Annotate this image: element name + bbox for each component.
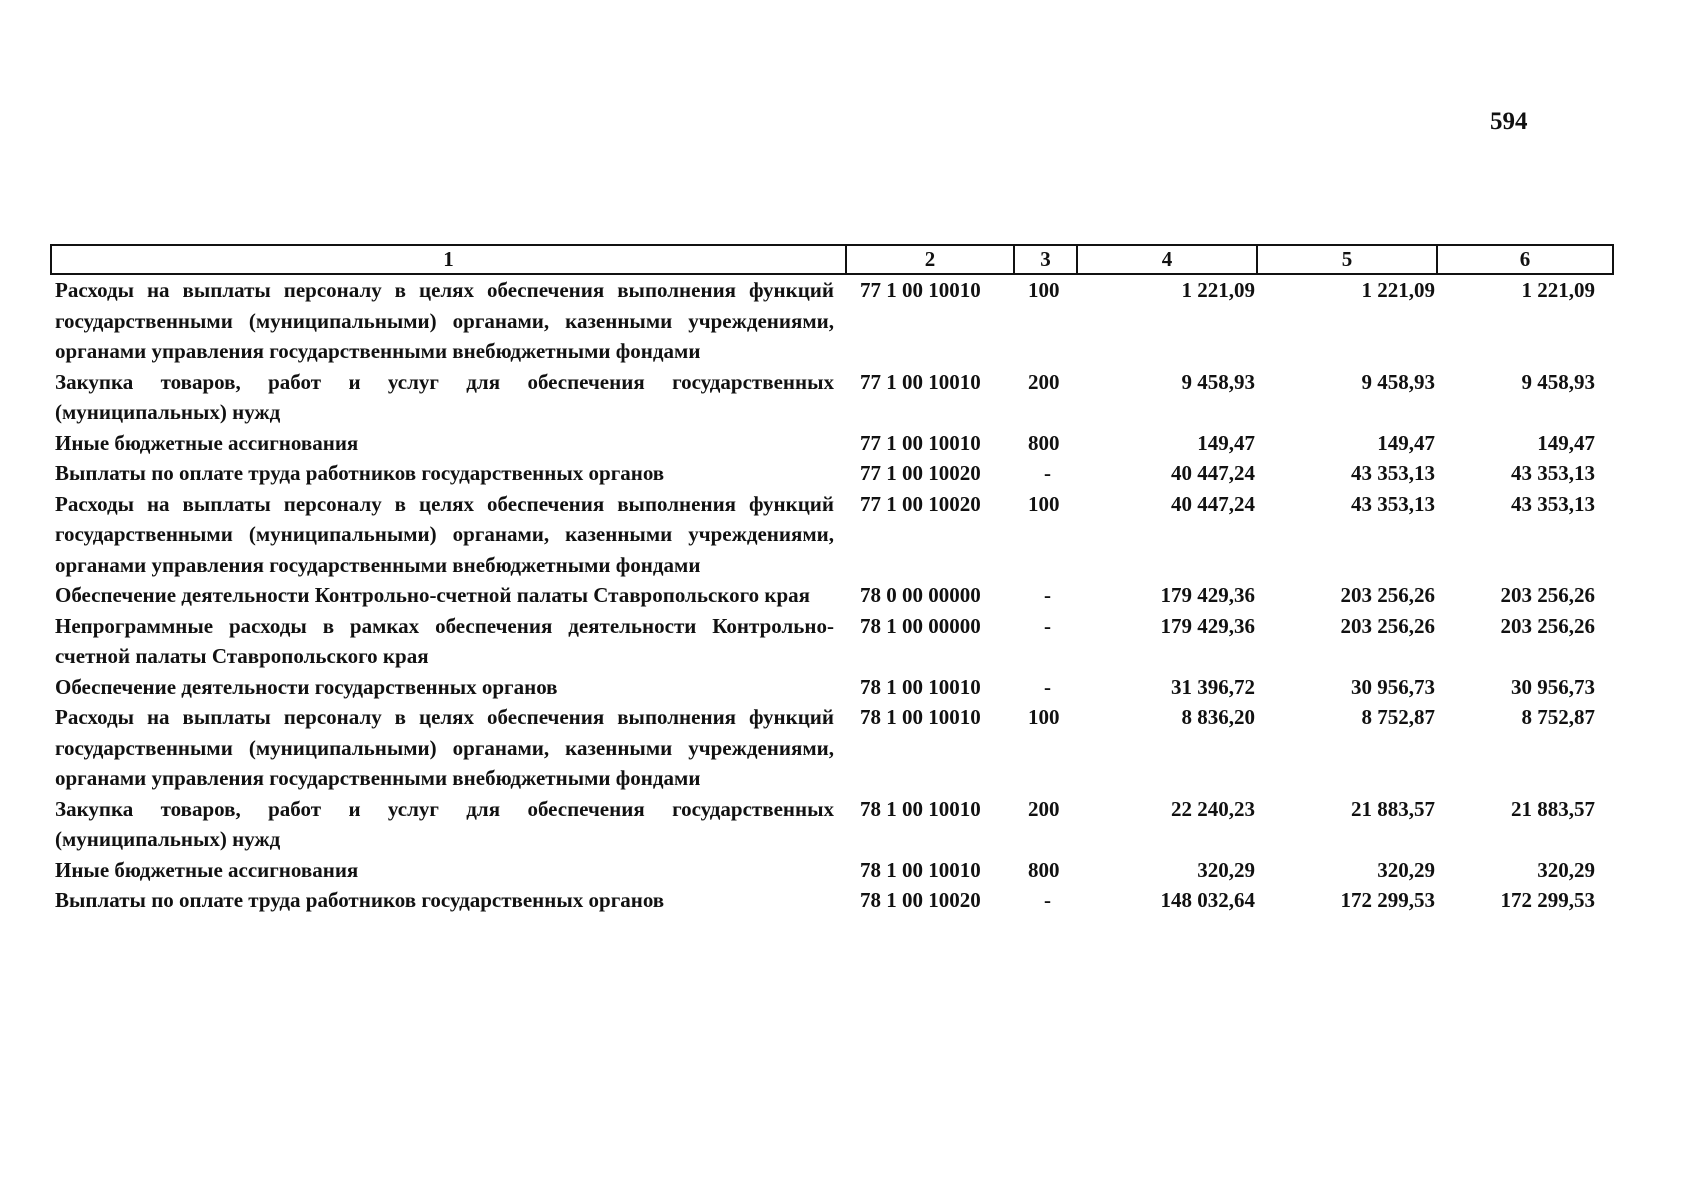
table-row — [51, 885, 1613, 916]
row-name: Иные бюджетные ассигнования — [55, 430, 359, 455]
row-name: Выплаты по оплате труда работников государственных органов — [55, 461, 665, 485]
header-col-1: 1 — [51, 245, 846, 274]
row-name: Непрограммные расходы в рамках обеспечения деятельности Контрольно-счетной палаты Ставропольского края — [55, 613, 834, 668]
row-value-col-5: 203 256,26 — [1340, 613, 1435, 638]
table-row — [51, 367, 1613, 428]
row-value-col-6: 21 883,57 — [1511, 796, 1595, 821]
row-expense-type: - — [1044, 888, 1051, 912]
row-target-code: 77 1 00 10010 — [860, 369, 981, 394]
budget-table — [50, 244, 1614, 916]
row-target-code: 78 0 00 00000 — [860, 583, 981, 607]
row-value-col-4: 31 396,72 — [1171, 674, 1255, 699]
row-value-col-6: 30 956,73 — [1511, 674, 1595, 699]
table-row — [51, 580, 1613, 611]
row-expense-type: - — [1044, 674, 1051, 699]
header-col-4: 4 — [1077, 245, 1257, 274]
table-row — [51, 489, 1613, 581]
row-name: Закупка товаров, работ и услуг для обеспечения государственных (муниципальных) нужд — [55, 796, 834, 851]
header-col-2: 2 — [846, 245, 1014, 274]
row-expense-type: 100 — [1028, 491, 1060, 516]
row-value-col-5: 43 353,13 — [1351, 461, 1435, 485]
row-target-code: 78 1 00 10010 — [860, 674, 981, 699]
row-value-col-6: 172 299,53 — [1500, 888, 1595, 912]
row-value-col-5: 9 458,93 — [1361, 369, 1435, 394]
row-value-col-4: 148 032,64 — [1160, 888, 1255, 912]
row-value-col-5: 30 956,73 — [1351, 674, 1435, 699]
row-expense-type: 100 — [1028, 278, 1060, 302]
row-target-code: 78 1 00 10010 — [860, 705, 981, 729]
row-value-col-5: 203 256,26 — [1340, 583, 1435, 607]
row-value-col-6: 203 256,26 — [1500, 613, 1595, 638]
row-value-col-5: 8 752,87 — [1361, 705, 1435, 729]
row-value-col-6: 43 353,13 — [1511, 491, 1595, 516]
row-value-col-4: 179 429,36 — [1160, 613, 1255, 638]
row-expense-type: 800 — [1028, 857, 1060, 882]
row-value-col-4: 40 447,24 — [1171, 461, 1255, 485]
row-name: Расходы на выплаты персоналу в целях обеспечения выполнения функций государственными (муниципальными) органами, казенными учреждениями, органами управления государственными внебюджетными фондами — [55, 705, 834, 790]
row-value-col-5: 1 221,09 — [1361, 278, 1435, 302]
row-name: Обеспечение деятельности государственных органов — [55, 674, 558, 699]
row-value-col-6: 1 221,09 — [1521, 278, 1595, 302]
row-value-col-5: 43 353,13 — [1351, 491, 1435, 516]
row-expense-type: - — [1044, 583, 1051, 607]
row-value-col-4: 40 447,24 — [1171, 491, 1255, 516]
row-value-col-4: 149,47 — [1197, 430, 1255, 455]
row-target-code: 77 1 00 10010 — [860, 430, 981, 455]
row-value-col-4: 22 240,23 — [1171, 796, 1255, 821]
table-row — [51, 611, 1613, 672]
row-value-col-4: 179 429,36 — [1160, 583, 1255, 607]
table-header — [51, 245, 1613, 274]
table-row — [51, 702, 1613, 794]
row-name: Выплаты по оплате труда работников государственных органов — [55, 888, 665, 912]
row-target-code: 78 1 00 10020 — [860, 888, 981, 912]
row-value-col-6: 9 458,93 — [1521, 369, 1595, 394]
row-value-col-4: 8 836,20 — [1181, 705, 1255, 729]
page-number: 594 — [1490, 108, 1528, 135]
row-value-col-6: 8 752,87 — [1521, 705, 1595, 729]
row-name: Закупка товаров, работ и услуг для обеспечения государственных (муниципальных) нужд — [55, 369, 834, 424]
table-row — [51, 458, 1613, 489]
header-col-3: 3 — [1014, 245, 1077, 274]
row-name: Расходы на выплаты персоналу в целях обеспечения выполнения функций государственными (муниципальными) органами, казенными учреждениями, органами управления государственными внебюджетными фондами — [55, 491, 834, 577]
row-target-code: 78 1 00 00000 — [860, 613, 981, 638]
row-expense-type: 100 — [1028, 705, 1060, 729]
row-value-col-6: 149,47 — [1537, 430, 1595, 455]
row-value-col-4: 320,29 — [1197, 857, 1255, 882]
row-target-code: 77 1 00 10020 — [860, 491, 981, 516]
row-value-col-6: 203 256,26 — [1500, 583, 1595, 607]
table-row — [51, 855, 1613, 886]
row-value-col-5: 21 883,57 — [1351, 796, 1435, 821]
row-value-col-4: 9 458,93 — [1181, 369, 1255, 394]
row-value-col-5: 172 299,53 — [1340, 888, 1435, 912]
row-expense-type: - — [1044, 461, 1051, 485]
table-body — [51, 274, 1613, 916]
row-name: Обеспечение деятельности Контрольно-счетной палаты Ставропольского края — [55, 583, 810, 607]
header-col-5: 5 — [1257, 245, 1437, 274]
row-expense-type: 800 — [1028, 430, 1060, 455]
row-value-col-6: 43 353,13 — [1511, 461, 1595, 485]
header-col-6: 6 — [1437, 245, 1613, 274]
header-row — [51, 245, 1613, 274]
row-expense-type: 200 — [1028, 369, 1060, 394]
row-name: Иные бюджетные ассигнования — [55, 857, 359, 882]
table-row — [51, 794, 1613, 855]
table-row — [51, 428, 1613, 459]
row-target-code: 77 1 00 10010 — [860, 278, 981, 302]
table-row — [51, 672, 1613, 703]
row-name: Расходы на выплаты персоналу в целях обеспечения выполнения функций государственными (муниципальными) органами, казенными учреждениями, органами управления государственными внебюджетными фондами — [55, 278, 834, 363]
row-target-code: 78 1 00 10010 — [860, 857, 981, 882]
row-value-col-4: 1 221,09 — [1181, 278, 1255, 302]
row-target-code: 77 1 00 10020 — [860, 461, 981, 485]
row-expense-type: 200 — [1028, 796, 1060, 821]
row-value-col-6: 320,29 — [1537, 857, 1595, 882]
table-row — [51, 274, 1613, 367]
row-expense-type: - — [1044, 613, 1051, 638]
row-target-code: 78 1 00 10010 — [860, 796, 981, 821]
row-value-col-5: 149,47 — [1377, 430, 1435, 455]
row-value-col-5: 320,29 — [1377, 857, 1435, 882]
